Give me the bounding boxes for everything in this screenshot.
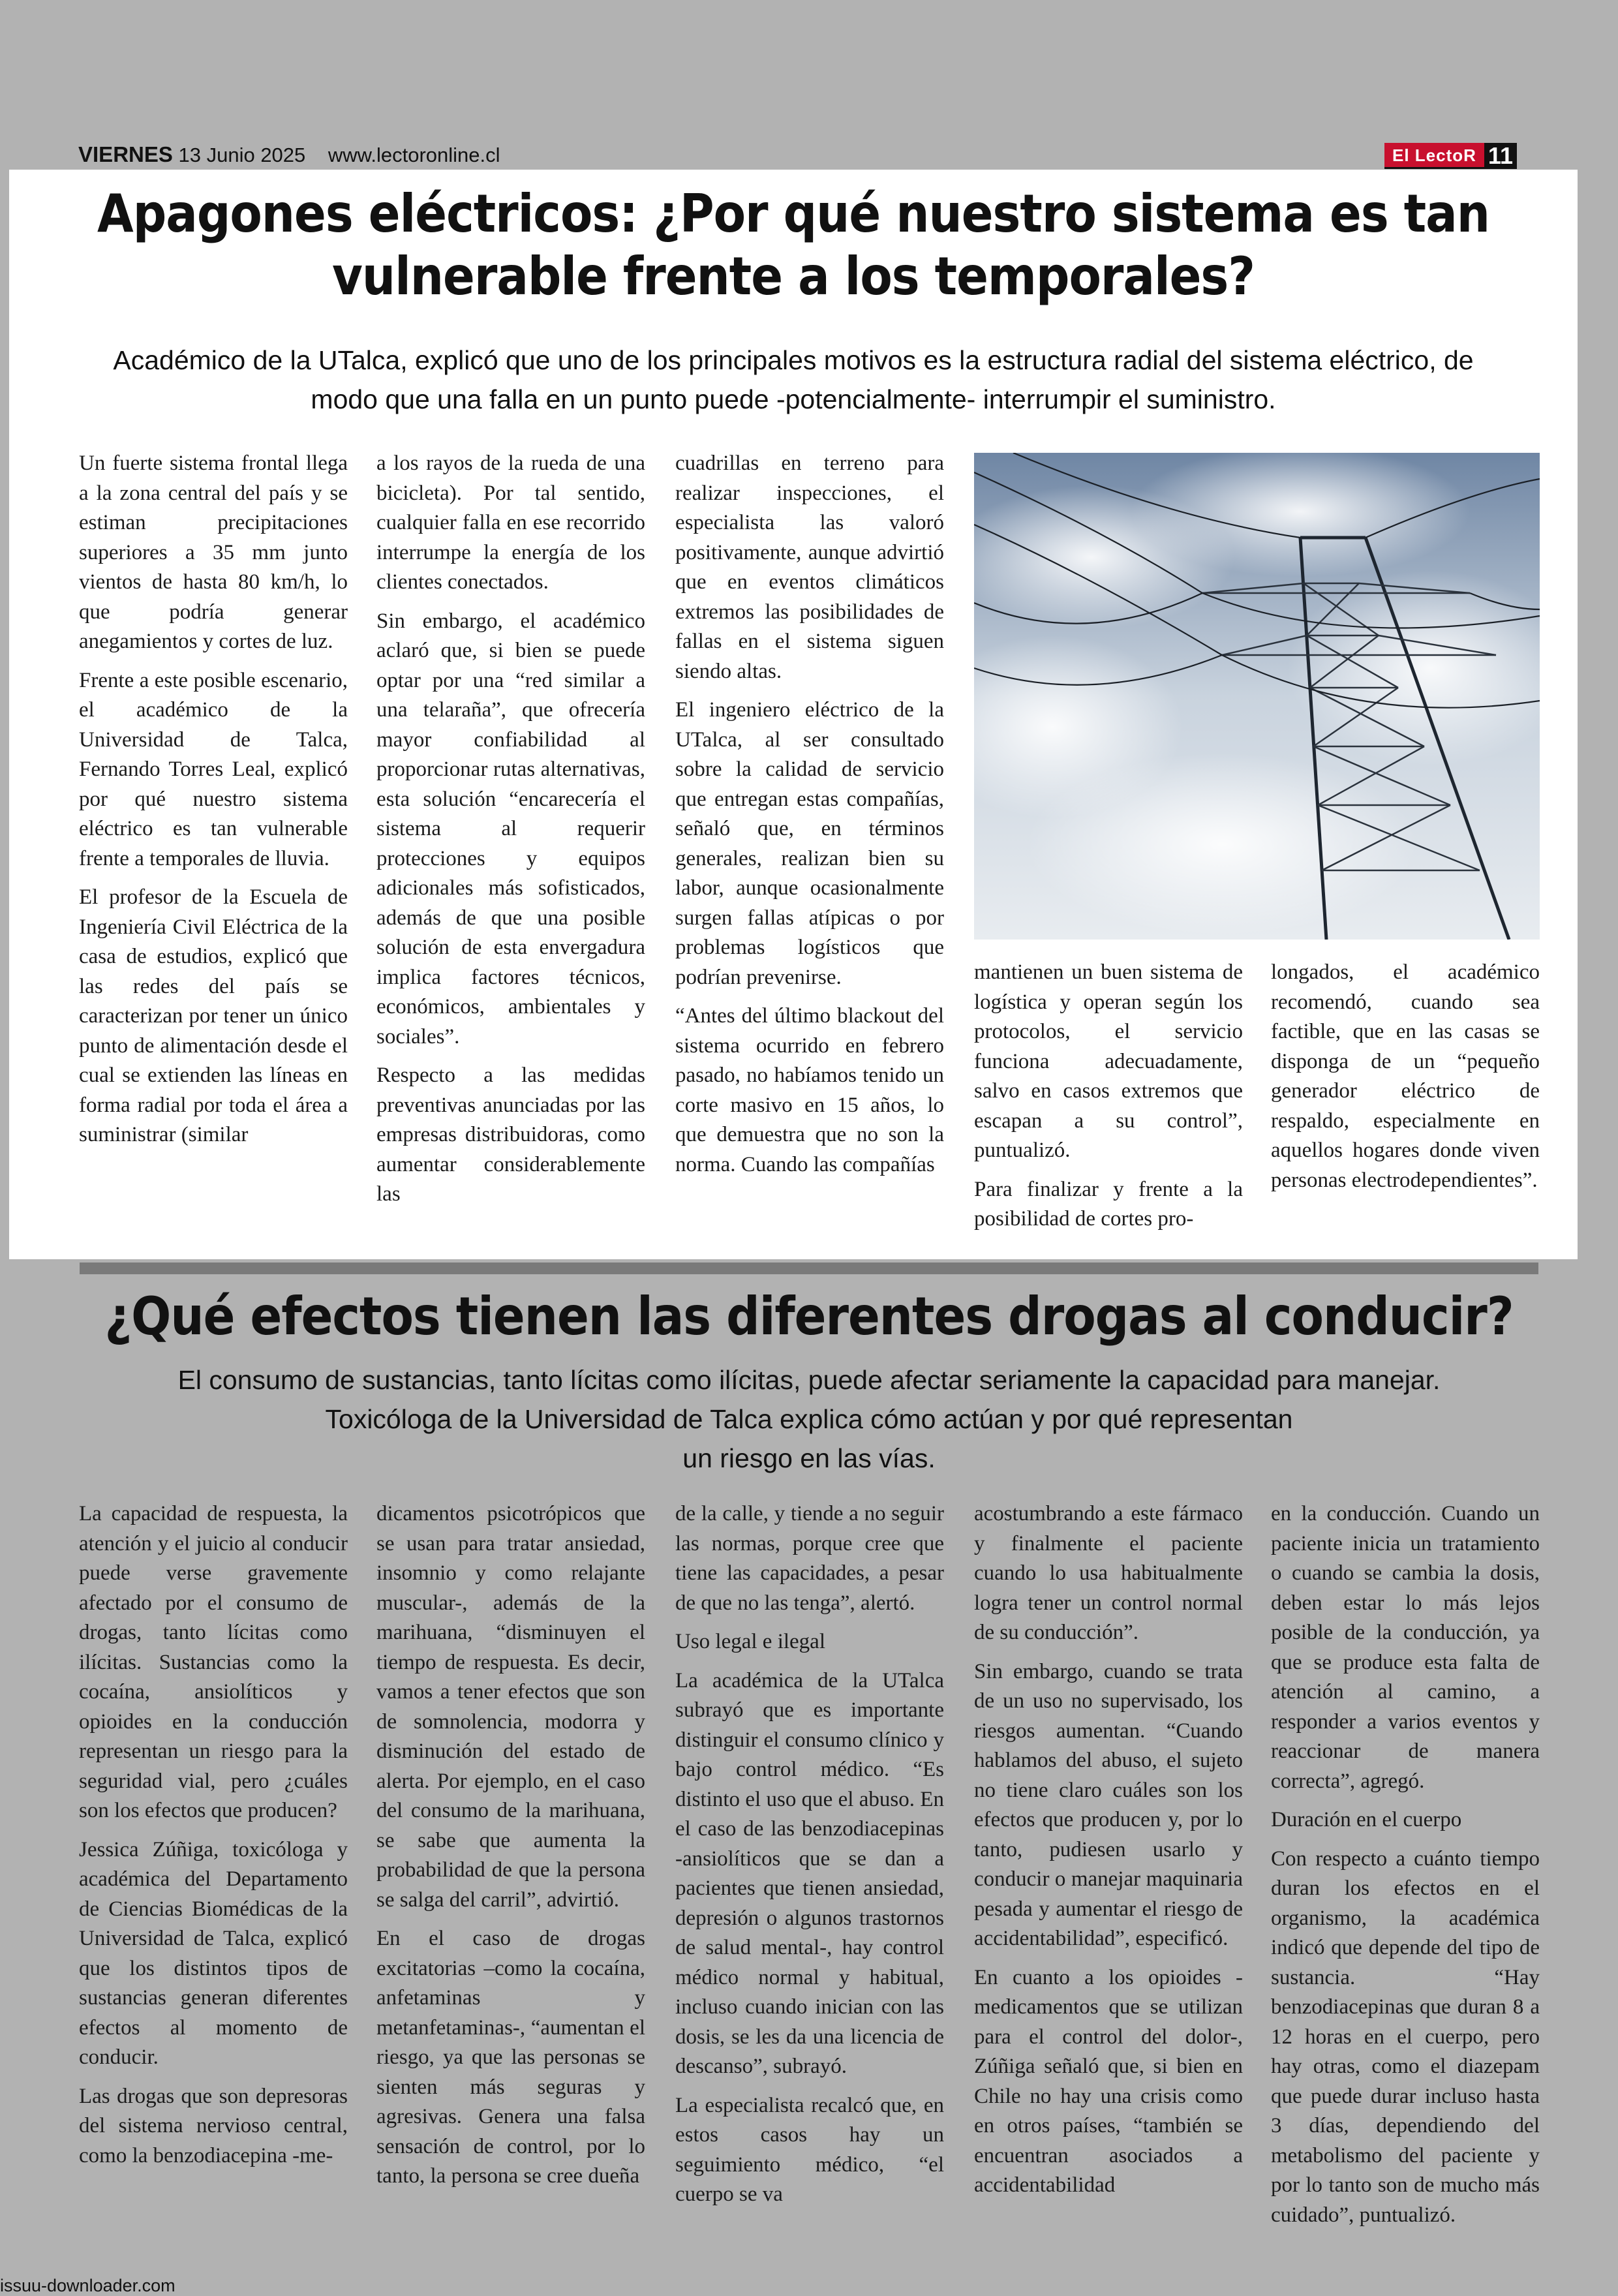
paragraph: La académica de la UTalca subrayó que es importante distinguir el consumo clínico y bajo control médico. “Es distinto el uso que el abuso. En el caso de las benzodiacepinas -ansiolíticos que se dan a pacientes que tienen ansiedad, depresión o algunos trastornos de salud mental-, hay control médico normal y habitual, incluso cuando inician con las dosis, se les da una licencia de descanso”, subrayó. [675,1668,944,2078]
article-1-column-3 [675,449,944,1189]
article-2-column-4 [974,1499,1243,2210]
article-1-headline [9,183,1578,308]
paragraph: Con respecto a cuánto tiempo duran los efectos en el organismo, la académica indicó que depende del tipo de sustancia. “Hay benzodiacepinas que duran 8 a 12 horas en el cuerpo, pero hay otras, como el diazepam que puede durar incluso hasta 3 días, dependiendo del metabolismo del paciente y por lo tanto son de mucho más cuidado”, puntualizó. [1271,1846,1540,2227]
article-1-column-1 [79,449,348,1159]
power-tower-photo [974,453,1540,940]
article-1-headline-line-2: vulnerable frente a los temporales? [331,246,1255,307]
article-2-column-2 [376,1499,645,2201]
article-1-headline-line-1: Apagones eléctricos: ¿Por qué nuestro sistema es tan [97,183,1489,244]
paragraph: Un fuerte sistema frontal llega a la zona central del país y se estiman precipitaciones superiores a 35 mm junto vientos de hasta 80 km/h, lo que podría generar anegamientos y cortes de luz. [79,452,348,653]
newspaper-logo [1384,143,1517,169]
article-1-column-4 [974,958,1243,1244]
paragraph: en la conducción. Cuando un paciente inicia un tratamiento o cuando se cambia la dosis, deben estar lo más lejos posible de la conducción, ya que se produce esta falta de atención al camino, a responder a varios eventos y reaccionar de manera correcta”, agregó. [1271,1502,1540,1793]
header-day: VIERNES [78,142,173,166]
page-header [78,142,1540,168]
article-2-column-3 [675,1499,944,2219]
paragraph: El ingeniero eléctrico de la UTalca, al ser consultado sobre la calidad de servicio que entregan estas compañías, señaló que, en términos generales, realizan bien su labor, aunque ocasionalmente surgen fallas atípicas o por problemas logísticos que podrían prevenirse. [675,698,944,989]
article-1-subheadline-line-2: modo que una falla en un punto puede -potencialmente- interrumpir el suministro. [311,384,1276,414]
paragraph: Para finalizar y frente a la posibilidad de cortes pro- [974,1177,1243,1231]
footer-watermark-text: issuu-downloader.com [0,2276,176,2295]
logo-brand: El LectoR [1384,143,1484,169]
paragraph: Respecto a las medidas preventivas anunciadas por las empresas distribuidoras, como aumentar considerablemente las [376,1064,645,1206]
paragraph: de la calle, y tiende a no seguir las normas, porque cree que tiene las capacidades, a pesar de que no las tenga”, alertó. [675,1502,944,1615]
header-url[interactable]: www.lectoronline.cl [328,144,500,166]
article-2-subheadline [0,1360,1618,1478]
header-date: 13 Junio 2025 [178,144,306,166]
article-2-subheadline-line-2: Toxicóloga de la Universidad de Talca explica cómo actúan y por qué representan [325,1404,1293,1434]
paragraph: longados, el académico recomendó, cuando sea factible, que en las casas se disponga de un “pequeño generador eléctrico de respaldo, especialmente en aquellos hogares donde viven personas electrodependientes”. [1271,960,1540,1192]
paragraph: dicamentos psicotrópicos que se usan para tratar ansiedad, insomnio y como relajante muscular-, además de la marihuana, “disminuyen el tiempo de respuesta. Es decir, vamos a tener efectos que son de somnolencia, modorra y disminución del estado de alerta. Por ejemplo, en el caso del consumo de la marihuana, se sabe que aumenta la probabilidad de que la persona se salga del carril”, advirtió. [376,1502,645,1912]
paragraph: mantienen un buen sistema de logística y operan según los protocolos, el servicio funciona adecuadamente, salvo en casos extremos que escapan a su control”, puntualizó. [974,960,1243,1162]
article-1-column-2 [376,449,645,1219]
paragraph: La capacidad de respuesta, la atención y el juicio al conducir puede verse gravemente afectado por el consumo de drogas, tanto lícitas como ilícitas. Sustancias como la cocaína, ansiolíticos y opioides en la conducción representan un riesgo para la seguridad vial, pero ¿cuáles son los efectos que producen? [79,1502,348,1822]
article-2-column-5 [1271,1499,1540,2239]
article-1-column-5 [1271,958,1540,1204]
article-1-subheadline [9,341,1578,419]
paragraph: Jessica Zúñiga, toxicóloga y académica del Departamento de Ciencias Biomédicas de la Universidad de Talca, explicó que los distintos tipos de sustancias generan diferentes efectos al momento de conducir. [79,1837,348,2069]
paragraph: Sin embargo, el académico aclaró que, si bien se puede optar por una “red similar a una telaraña”, que ofrecería mayor confiabilidad al proporcionar rutas alternativas, esta solución “encarecería el sistema al requerir protecciones y equipos adicionales más sofisticados, además de que una posible solución de esta envergadura implica factores técnicos, económicos, ambientales y sociales”. [376,609,645,1049]
section-divider [80,1263,1538,1274]
paragraph: En cuanto a los opioides -medicamentos que se utilizan para el control del dolor-, Zúñiga señaló que, si bien en Chile no hay una crisis como en otros países, “también se encuentran asociados a accidentabilidad [974,1965,1243,2197]
paragraph: Sin embargo, cuando se trata de un uso no supervisado, los riesgos aumentan. “Cuando hablamos del abuso, el sujeto no tiene claro cuáles son los efectos que producen y, por lo tanto, pudiesen usarlo y conducir o manejar maquinaria pesada y aumentar el riesgo de accidentabilidad”, especificó. [974,1659,1243,1950]
paragraph: a los rayos de la rueda de una bicicleta). Por tal sentido, cualquier falla en ese recorrido interrumpe la energía de los clientes conectados. [376,452,645,594]
section-heading: Duración en el cuerpo [1271,1808,1462,1831]
article-2-subheadline-line-3: un riesgo en las vías. [682,1443,936,1473]
article-1-subheadline-line-1: Académico de la UTalca, explicó que uno de los principales motivos es la estructura radial del sistema eléctrico, de [113,345,1474,375]
paragraph: Las drogas que son depresoras del sistema nervioso central, como la benzodiacepina -me- [79,2084,348,2167]
paragraph: cuadrillas en terreno para realizar inspecciones, el especialista las valoró positivamente, aunque advirtió que en eventos climáticos extremos las posibilidades de fallas en el sistema siguen siendo altas. [675,452,944,683]
article-2-subheadline-line-1: El consumo de sustancias, tanto lícitas como ilícitas, puede afectar seriamente la capacidad para manejar. [177,1365,1441,1395]
paragraph: “Antes del último blackout del sistema ocurrido en febrero pasado, no habíamos tenido un corte masivo en 15 años, lo que demuestra que no son la norma. Cuando las compañías [675,1004,944,1176]
paragraph: acostumbrando a este fármaco y finalmente el paciente cuando lo usa habitualmente logra tener un control normal de su conducción”. [974,1502,1243,1644]
paragraph: La especialista recalcó que, en estos casos hay un seguimiento médico, “el cuerpo se va [675,2093,944,2206]
paragraph: En el caso de drogas excitatorias –como la cocaína, anfetaminas y metanfetaminas-, “aumentan el riesgo, ya que las personas se sienten más seguras y agresivas. Genera una falsa sensación de control, por lo tanto, la persona se cree dueña [376,1927,645,2188]
page-number: 11 [1484,143,1517,169]
article-2-headline: ¿Qué efectos tienen las diferentes drogas al conducir? [104,1286,1514,1347]
paragraph: Frente a este posible escenario, el académico de la Universidad de Talca, Fernando Torres Leal, explicó por qué nuestro sistema eléctrico es tan vulnerable frente a temporales de lluvia. [79,668,348,870]
section-heading: Uso legal e ilegal [675,1630,826,1653]
paragraph: El profesor de la Escuela de Ingeniería Civil Eléctrica de la casa de estudios, explicó que las redes del país se caracterizan por tener un único punto de alimentación desde el cual se extienden las líneas en forma radial por toda el área a suministrar (similar [79,885,348,1146]
article-2-column-1 [79,1499,348,2180]
